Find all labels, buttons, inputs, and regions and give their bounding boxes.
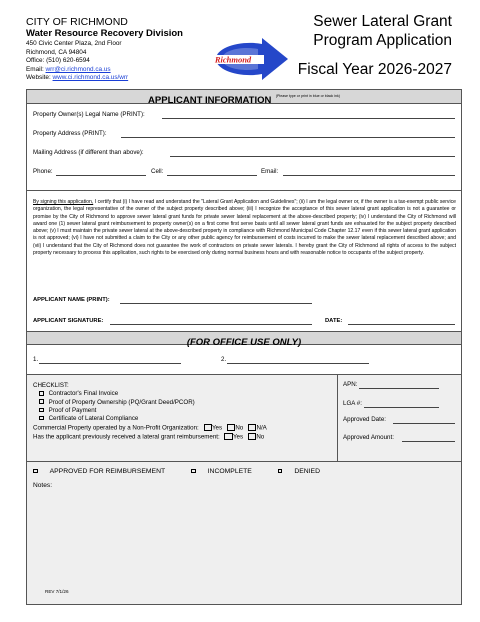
fiscal-year: Fiscal Year 2026-2027 bbox=[297, 61, 452, 78]
checkbox-icon[interactable] bbox=[39, 416, 44, 421]
section-divider bbox=[27, 190, 461, 191]
email-label: Email: bbox=[261, 168, 279, 175]
office-use-bar bbox=[27, 331, 461, 348]
approved-date-label: Approved Date: bbox=[343, 416, 386, 423]
applicant-signature-field[interactable] bbox=[110, 324, 312, 325]
notes-label: Notes: bbox=[33, 482, 53, 489]
email-row bbox=[26, 66, 183, 75]
mailing-address-label: Mailing Address (if different than above): bbox=[33, 149, 144, 156]
logo-wordmark: Richmond bbox=[214, 54, 252, 65]
applicant-signature-label: APPLICANT SIGNATURE: bbox=[33, 318, 104, 324]
email-link[interactable]: wrr@ci.richmond.ca.us bbox=[45, 65, 111, 73]
certification-body: I certify that (i) I have read and understand the "Lateral Grant Application and Guidelines"; (ii) I am the legal owner or, if the owner is a tax-exempt public service organization, the legal representative of the owner of the subject property described above; (iii) I recognize the acceptance of this sewer lateral grant application is not a guarantee or promise by the City of Richmond to approve sewer lateral grant funds for private sewer lateral replacement at the above-described property; (iv) I understand the City of Richmond will award one (1) sewer lateral grant reimbursement to property owner(s) on a first come first serve basis until all sewer lateral grant funds are exhausted for the subject property described above; (v) I must maintain the private sewer lateral at the above-described property in compliance with Richmond Municipal Code Chapter 12.17 even if this sewer lateral grant application is not approved; (vi) I have not submitted a claim to the City or any other public agency for reimbursement of costs incurred to make the sewer lateral replacement described above; and (vii) I understand that the City of Richmond does not guarantee the work of contractors on private sewer laterals. I hereby grant the City of Richmond all rights of access to the subject property necessary to process this application, such rights to be exercised only during normal business hours and with reasonable notice to occupants of the subject property. bbox=[33, 199, 456, 257]
header-contact bbox=[26, 16, 183, 83]
office-divider bbox=[27, 374, 461, 375]
apn-field[interactable] bbox=[359, 388, 439, 389]
checkbox-icon[interactable] bbox=[39, 391, 44, 396]
lga-field[interactable] bbox=[364, 407, 439, 408]
owner-name-label: Property Owner(s) Legal Name (PRINT): bbox=[33, 111, 145, 118]
checkbox-icon[interactable] bbox=[39, 399, 44, 404]
website-label: Website: bbox=[26, 74, 53, 82]
approved-amount-label: Approved Amount: bbox=[343, 434, 394, 441]
checklist-item[interactable]: Proof of Property Ownership (PQ/Grant Deed/PCOR) bbox=[33, 399, 267, 407]
form-title-block bbox=[262, 12, 452, 79]
checklist-item[interactable]: Contractor's Final Invoice bbox=[33, 390, 267, 398]
phone-field[interactable] bbox=[56, 175, 146, 176]
apn-label: APN: bbox=[343, 381, 358, 388]
form-title-line-2: Program Application bbox=[313, 32, 452, 49]
checkbox-icon[interactable] bbox=[191, 469, 196, 474]
address-line-2: Richmond, CA 94804 bbox=[26, 48, 87, 56]
nonprofit-question: Commercial Property operated by a Non-Profit Organization: Yes No N/A bbox=[33, 425, 267, 433]
applicant-name-field[interactable] bbox=[120, 303, 312, 304]
office-field-1[interactable] bbox=[39, 363, 181, 364]
lga-label: LGA #: bbox=[343, 400, 362, 407]
website-row bbox=[26, 74, 183, 83]
previous-grant-question: Has the applicant previously received a lateral grant reimbursement: Yes No bbox=[33, 434, 265, 441]
applicant-name-label: APPLICANT NAME (PRINT): bbox=[33, 297, 110, 303]
previous-yes-box[interactable] bbox=[224, 433, 233, 440]
office-phone: Office: (510) 620-6594 bbox=[26, 57, 90, 65]
status-options bbox=[33, 468, 344, 475]
checklist-item[interactable]: Proof of Payment bbox=[33, 407, 267, 415]
approved-date-field[interactable] bbox=[393, 423, 455, 424]
owner-name-field[interactable] bbox=[162, 118, 455, 119]
office-field-1-label: 1. bbox=[33, 356, 39, 363]
applicant-info-subnote: (Please type or print in blue or black ink) bbox=[275, 94, 340, 98]
applicant-info-bar bbox=[27, 90, 461, 104]
certification-lead: By signing this application, bbox=[33, 199, 94, 205]
status-denied[interactable]: DENIED bbox=[278, 468, 332, 475]
property-address-label: Property Address (PRINT): bbox=[33, 130, 107, 137]
office-field-2-label: 2. bbox=[221, 356, 227, 363]
email-field[interactable] bbox=[283, 175, 455, 176]
office-use-heading: (FOR OFFICE USE ONLY) bbox=[186, 337, 302, 348]
date-field[interactable] bbox=[348, 324, 455, 325]
checkbox-icon[interactable] bbox=[33, 469, 38, 474]
application-form bbox=[26, 89, 462, 605]
form-title-line-1: Sewer Lateral Grant bbox=[313, 13, 452, 30]
applicant-info-heading: APPLICANT INFORMATION bbox=[148, 95, 272, 106]
certification-text bbox=[33, 199, 456, 257]
checklist-item[interactable]: Certificate of Lateral Compliance bbox=[33, 415, 267, 423]
website-link[interactable]: www.ci.richmond.ca.us/wrr bbox=[52, 74, 129, 82]
checklist-label: CHECKLIST: bbox=[33, 382, 69, 389]
status-divider bbox=[27, 461, 461, 462]
mailing-address-field[interactable] bbox=[170, 156, 455, 157]
office-column-divider bbox=[337, 374, 338, 461]
cell-label: Cell: bbox=[151, 168, 164, 175]
address-line-1: 450 Civic Center Plaza, 2nd Floor bbox=[26, 40, 122, 47]
division-name: Water Resource Recovery Division bbox=[26, 28, 183, 39]
checkbox-icon[interactable] bbox=[278, 469, 283, 474]
city-name: CITY OF RICHMOND bbox=[26, 16, 128, 28]
revision-date: REV 7/1/26 bbox=[45, 589, 69, 594]
property-address-field[interactable] bbox=[121, 137, 455, 138]
cell-field[interactable] bbox=[167, 175, 257, 176]
phone-label: Phone: bbox=[33, 168, 53, 175]
checkbox-icon[interactable] bbox=[39, 408, 44, 413]
checklist bbox=[33, 382, 267, 442]
status-approved[interactable]: APPROVED FOR REIMBURSEMENT bbox=[33, 468, 177, 475]
date-label: DATE: bbox=[325, 318, 343, 324]
approved-amount-field[interactable] bbox=[402, 441, 455, 442]
nonprofit-yes-box[interactable] bbox=[204, 424, 213, 431]
office-field-2[interactable] bbox=[227, 363, 369, 364]
email-label: Email: bbox=[26, 65, 46, 73]
status-incomplete[interactable]: INCOMPLETE bbox=[191, 468, 264, 475]
